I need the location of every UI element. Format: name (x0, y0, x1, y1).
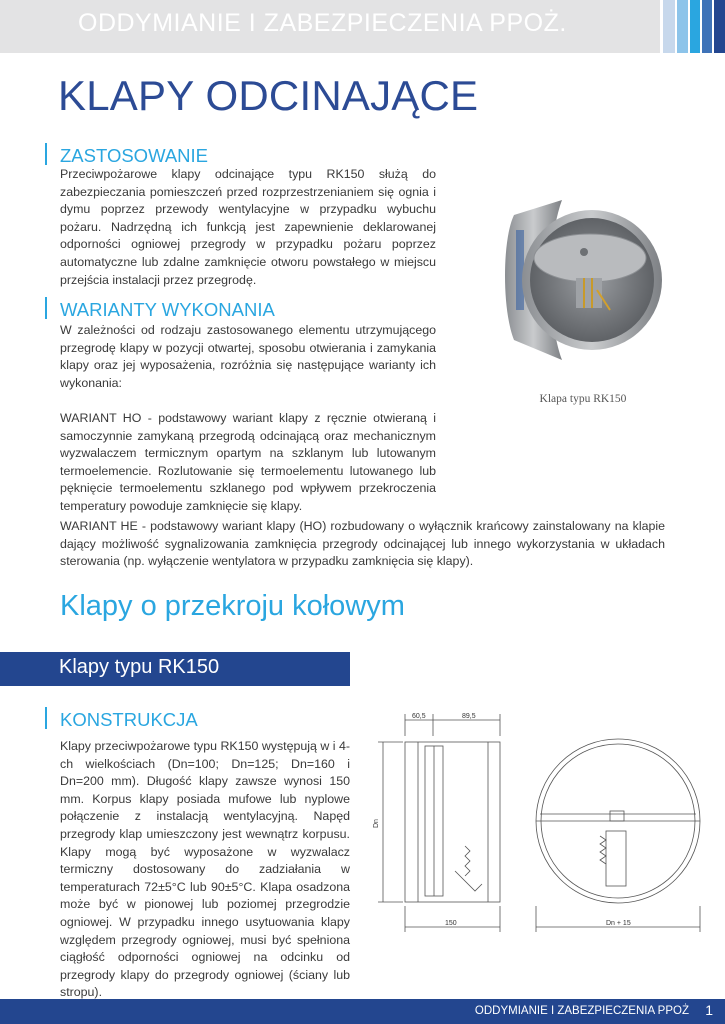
section-marker (45, 707, 47, 729)
paragraph-konstrukcja: Klapy przeciwpożarowe typu RK150 występują w i 4-ch wielkościach (Dn=100; Dn=125; Dn=160 i Dn=200 mm). Długość klapy zawsze wynosi 150 mm. Korpus klapy posiada mufowe lub nyplowe połączenie z instalacją wentylacyjną. Napęd przegrody klap umieszczony jest wewnątrz korpusu. Klapy mogą być wyposażone w wyzwalacz termiczny dostosowany do zadziałania w temperaturach 72±5°C lub 90±5°C. Klapa osadzona może być w pionowej lub poziomej przegrodzie ogniowej. W przypadku innego usytuowania klapy względem przegrody ogniowej, musi być spełniona ciągłość odporności ogniowej na odcinku od przegrody klapy do przegrody ogniowej (ściany lub stropu). (60, 739, 350, 1000)
section-marker (45, 297, 47, 319)
header-band-title: ODDYMIANIE I ZABEZPIECZENIA PPOŻ. (78, 9, 567, 37)
dim-outer-label: Dn + 15 (606, 920, 631, 927)
footer-text: ODDYMIANIE I ZABEZPIECZENIA PPOŻ (474, 1005, 689, 1017)
dim-b-label: 89,5 (462, 713, 476, 720)
section-title: Klapy o przekroju kołowym (60, 590, 405, 622)
page-number: 1 (705, 1002, 713, 1018)
page-title: KLAPY ODCINAJĄCE (58, 72, 479, 119)
dim-length-label: 150 (445, 920, 457, 927)
paragraph-warianty-intro: W zależności od rodzaju zastosowanego elementu utrzymującego przegrodę klapy w pozycji otwartej, sposobu otwierania i zamykania klapy oraz jej wyposażenia, rozróżnia się następujące warianty ich wykonania: (60, 323, 436, 390)
header-color-stripes (663, 0, 725, 53)
dim-dn-label: Dn (373, 819, 380, 828)
heading-konstrukcja: KONSTRUKCJA (60, 709, 198, 730)
paragraph-wariant-he: WARIANT HE - podstawowy wariant klapy (HO) rozbudowany o wyłącznik krańcowy zainstalowany na klapie dający możliwość sygnalizowania zamknięcia przegrody odcinającej lub innego wykorzystania w układach sterowania (np. wyłączenie wentylatora w przypadku zamknięcia się klapy). (60, 519, 665, 569)
section-marker (45, 143, 47, 165)
type-bar-label: Klapy typu RK150 (59, 656, 220, 678)
damper-photo (492, 180, 662, 380)
dim-a-label: 60,5 (412, 713, 426, 720)
heading-warianty: WARIANTY WYKONANIA (60, 299, 275, 320)
technical-drawing (370, 706, 710, 942)
paragraph-wariant-ho: WARIANT HO - podstawowy wariant klapy z ręcznie otwieraną i samoczynnie zamykaną przegrodą odcinającą oraz mechanicznym wyzwalaczem termicznym opartym na szklanym lub lutowanym termoelemencie. Rozlutowanie się termoelementu lutowanego lub pęknięcie termoelementu szklanego pod wpływem przekroczenia temperatury powoduje zamknięcie się klapy. (60, 411, 436, 513)
photo-caption: Klapa typu RK150 (539, 393, 627, 405)
heading-zastosowanie: ZASTOSOWANIE (60, 145, 209, 166)
paragraph-zastosowanie: Przeciwpożarowe klapy odcinające typu RK150 służą do zabezpieczania pomieszczeń przed rozprzestrzenianiem się ognia i dymu poprzez przewody wentylacyjne w przypadku wybuchu pożaru. Nadrzędną ich funkcją jest zapewnienie deklarowanej odporności ogniowej przegrody w przypadku pożaru poprzez automatyczne lub zdalne zamknięcie otworu powstałego w miejscu przejścia instalacji przez przegrodę. (60, 167, 436, 287)
